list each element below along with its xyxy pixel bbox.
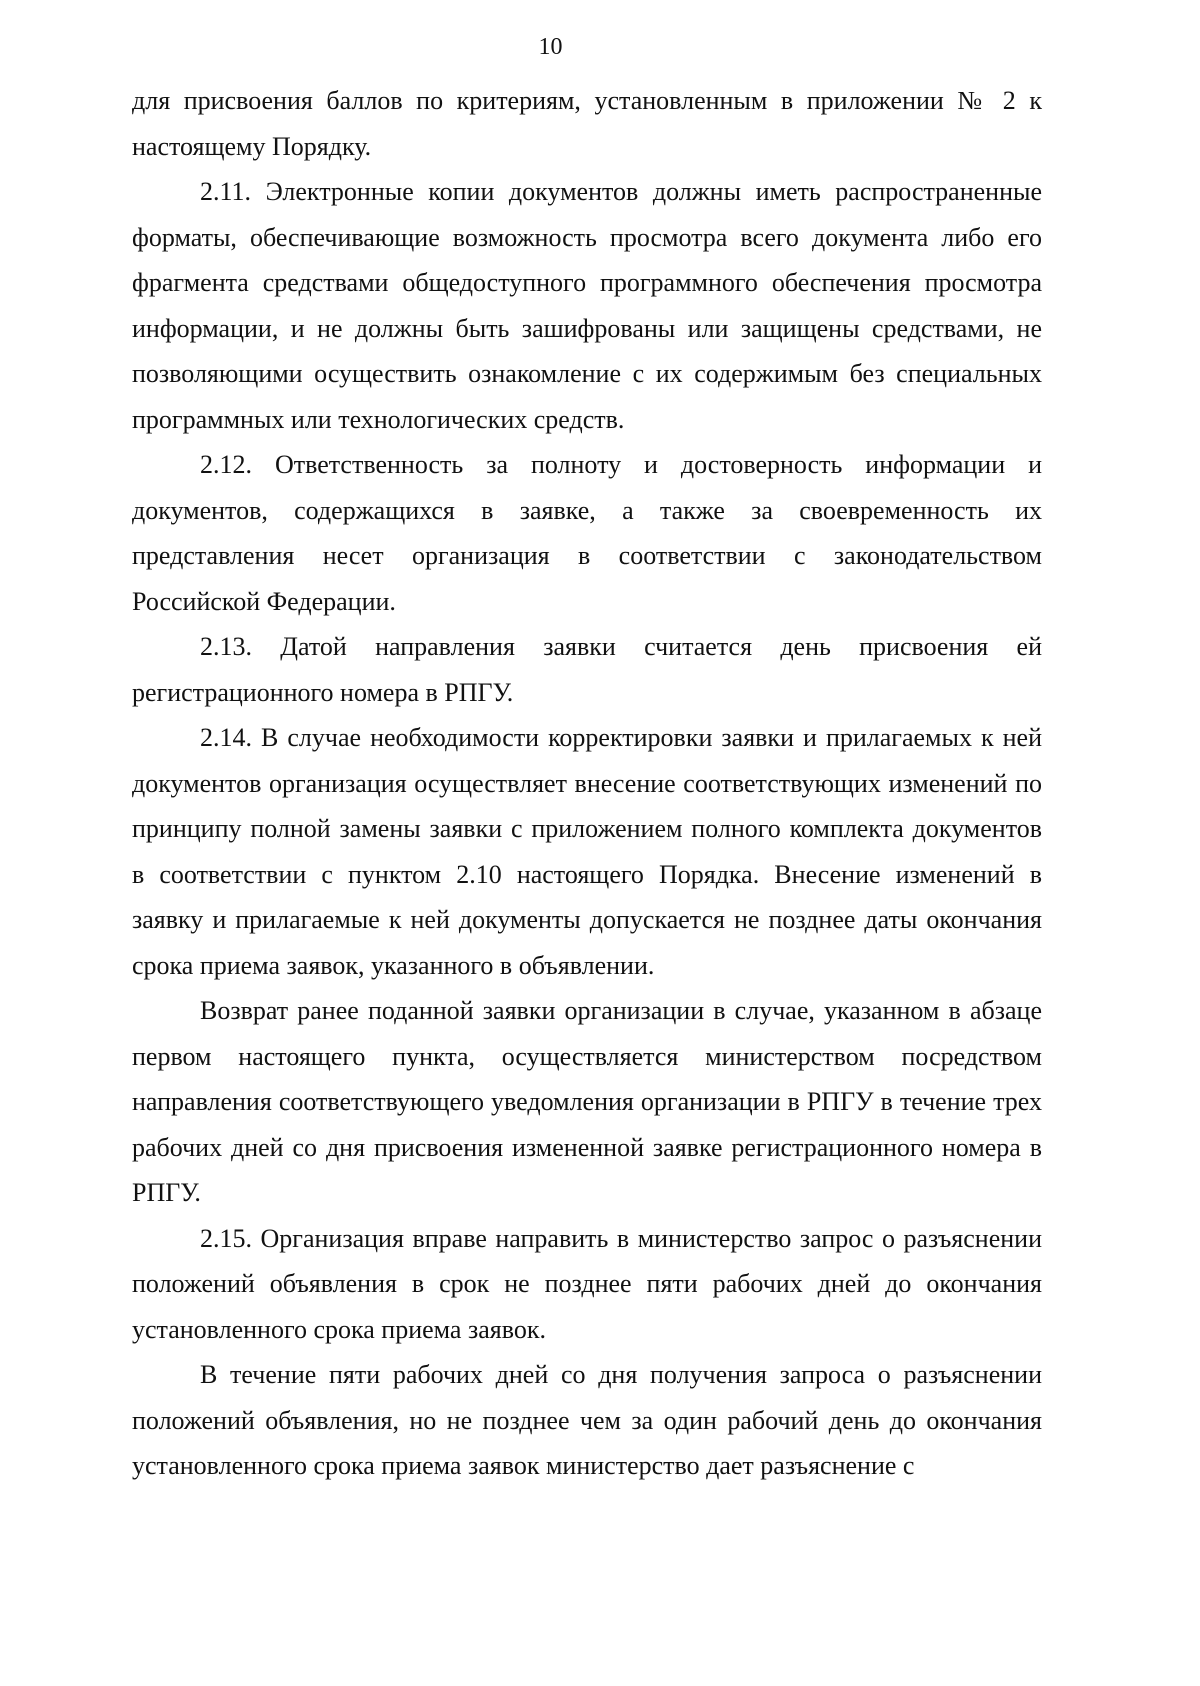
paragraph-2-13: 2.13. Датой направления заявки считается день присвоения ей регистрационного номера в РПГУ. [132,632,1042,707]
paragraph-2-14: 2.14. В случае необходимости корректировки заявки и прилагаемых к ней документов организация осуществляет внесение соответствующих изменений по принципу полной замены заявки с приложением полного комплекта документов в соответствии с пунктом 2.10 настоящего Порядка. Внесение изменений в заявку и прилагаемые к ней документы допускается не позднее даты окончания срока приема заявок, указанного в объявлении. [132,723,1042,980]
page-number: 10 [538,34,563,60]
document-body [132,78,1042,1489]
paragraph-2-11: 2.11. Электронные копии документов должны иметь распространенные форматы, обеспечивающие возможность просмотра всего документа либо его фрагмента средствами общедоступного программного обеспечения просмотра информации, и не должны быть зашифрованы или защищены средствами, не позволяющими осуществить ознакомление с их содержимым без специальных программных или технологических средств. [132,177,1042,434]
paragraph-2-12: 2.12. Ответственность за полноту и достоверность информации и документов, содержащихся в заявке, а также за своевременность их представления несет организация в соответствии с законодательством Российской Федерации. [132,450,1042,616]
paragraph-2-15-clarification: В течение пяти рабочих дней со дня получения запроса о разъяснении положений объявления, но не позднее чем за один рабочий день до окончания установленного срока приема заявок министерство дает разъяснение с [132,1360,1042,1480]
paragraph-2-15: 2.15. Организация вправе направить в министерство запрос о разъяснении положений объявления в срок не позднее пяти рабочих дней до окончания установленного срока приема заявок. [132,1223,1042,1344]
paragraph-2-14-return: Возврат ранее поданной заявки организации в случае, указанном в абзаце первом настоящего пункта, осуществляется министерством посредством направления соответствующего уведомления организации в РПГУ в течение трех рабочих дней со дня присвоения измененной заявке регистрационного номера в РПГУ. [132,996,1042,1207]
paragraph-continuation: для присвоения баллов по критериям, установленным в приложении № 2 к настоящему Порядку. [132,86,1042,161]
